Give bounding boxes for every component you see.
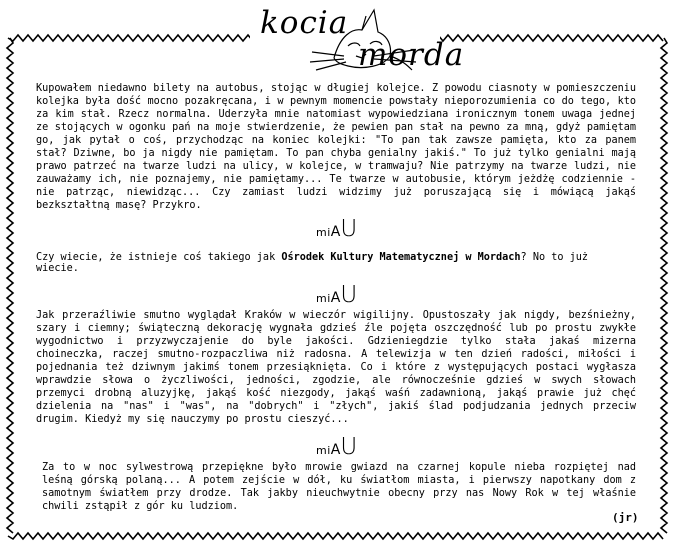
masthead-word-kocia: kocia	[260, 5, 349, 41]
paragraph-2: Czy wiecie, że istnieje coś takiego jak Ośrodek Kultury Matematycznej w Mordach? No to już wiecie.	[36, 252, 589, 274]
miau-divider-2: miAU	[316, 282, 358, 308]
paragraph-1: Kupowałem niedawno bilety na autobus, stojąc w długiej kolejce. Z powodu ciasnoty w pomieszczeniu kolejka była dość mocno pozakręcana, i w pewnym momencie powstały nieporozumienia co do tego, kto za kim stał. Rzecz normalna. Uderzyła mnie natomiast wypowiedziana ironicznym tonem uwaga jednej ze stojących w ogonku pań na moje stwierdzenie, że pewien pan stał na pewno za mną, gdyż pamiętam go, jak pytał o coś, przychodząc na koniec kolejki: "To pan tak zawsze pamięta, kto za panem stał? Dziwne, bo ja nigdy nie pamiętam. To pan chyba genialny jakiś." To już tylko genialni mają prawo patrzeć na twarze ludzi na ulicy, w kolejce, w tramwaju? Nie patrzymy na twarze ludzi, nie zauważamy ich, nie poznajemy, nie pamiętamy... Te twarze w autobusie, którym jeżdżę codziennie - nie patrząc, niewidząc... Czy zamiast ludzi widzimy już poruszającą się i mówiącą jakąś bezkształtną masę? Przykro.	[36, 83, 636, 212]
article-body-3	[42, 461, 636, 513]
article-body-2	[36, 309, 636, 426]
paragraph-4: Za to w noc sylwestrową przepiękne było mrowie gwiazd na czarnej kopule nieba rozpiętej nad leśną górską polaną... A potem zejście w dół, ku światłom miasta, i pierwszy napotkany dom z samotnym światłem przy drodze. Tak jakby nieuchwytnie obecny przy nas Nowy Rok w tej właśnie chwili zstąpił z gór ku ludziom.	[42, 462, 636, 513]
miau-divider-1: miAU	[316, 216, 358, 242]
paragraph-3: Jak przeraźliwie smutno wyglądał Kraków w wieczór wigilijny. Opustoszały jak nigdy, bezśnieżny, szary i ciemny; świąteczną dekorację wygnała gdzieś źle pojęta oszczędność lub po prostu zwykłe wygodnictwo i przyzwyczajenie do byle jakości. Gdzieniegdzie tylko stała jakaś mizerna choineczka, raczej smutno-rozpaczliwa niż radosna. A telewizja w ten dzień radości, miłości i pojednania też dziwnym jakimś tonem przesiąknięta. Co i które z występujących postaci wygłasza wprawdzie słowa o życzliwości, jedności, zgodzie, ale równocześnie gdzieś w swych słowach przemyci drobną aluzyjkę, jakąś kość niezgody, jakąś waśń zadawnioną, jakąś prawie już chęć dzielenia na "nas" i "was", na "dobrych" i "złych", jakiś ślad podjudzania jednych przeciw drugim. Kiedyż my się nauczymy po prostu cieszyć...	[36, 310, 636, 426]
masthead-logo	[250, 2, 465, 73]
article-body	[36, 82, 636, 212]
author-signature: (jr)	[612, 511, 639, 524]
masthead-word-morda: morda	[358, 37, 465, 73]
okm-link: Ośrodek Kultury Matematycznej w Mordach	[281, 252, 521, 263]
miau-divider-3: miAU	[316, 434, 358, 460]
